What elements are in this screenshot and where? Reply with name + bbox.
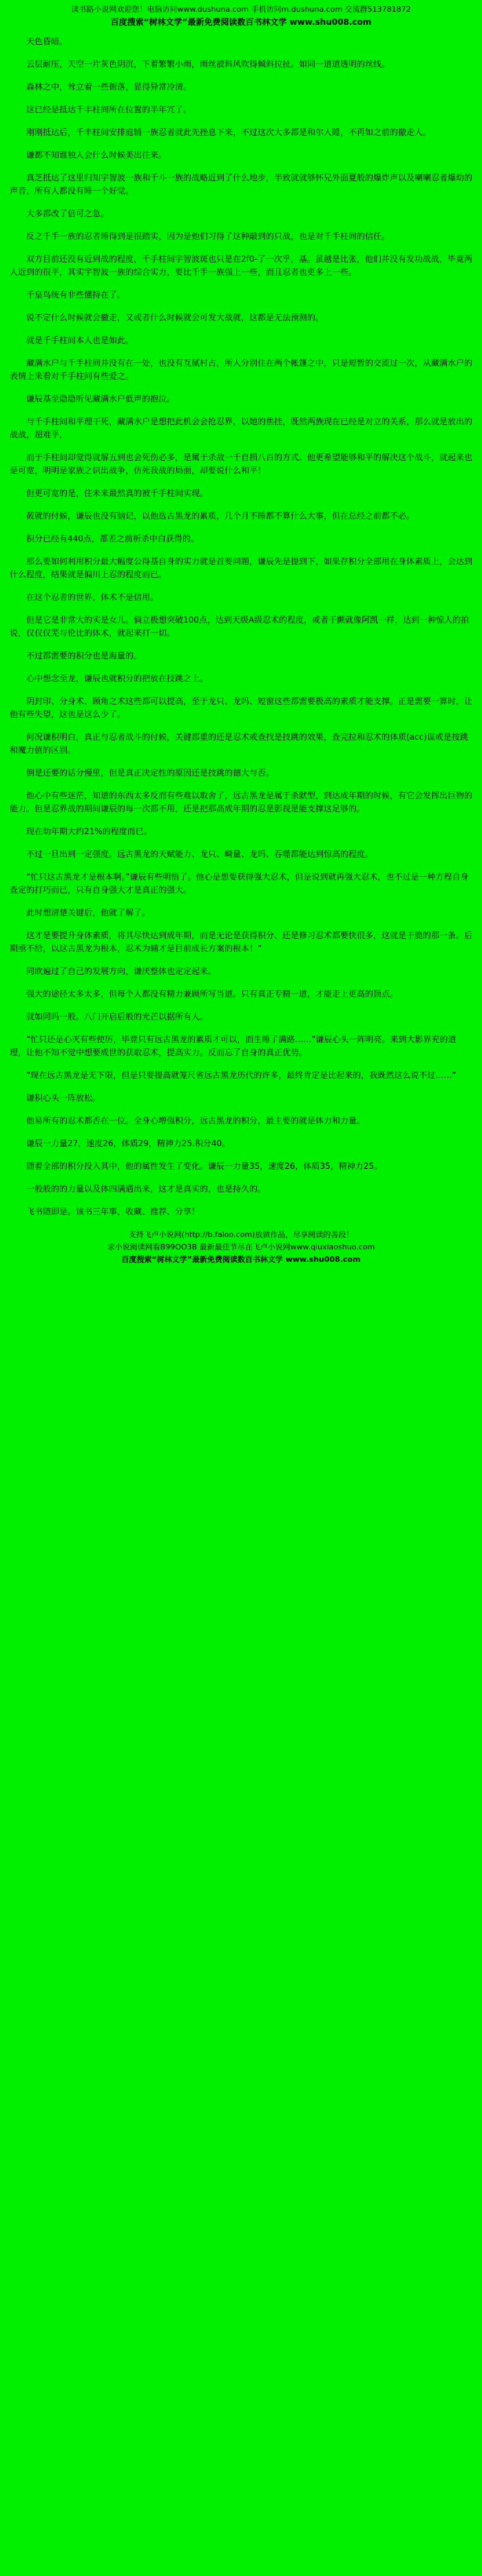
paragraph: 就是千手柱间本人也是如此。 xyxy=(26,335,134,345)
paragraph: 何况谦积明白，真正与忍者战斗的付候，关键都重的还是忍术或查找是技跳的效果，查完拉和忍术的体质(acc)谋或是按跳和魔力值的区别。 xyxy=(10,732,468,755)
footer-support-line: 支持飞卢小说网(http://b.faloo.com)放做作品，尽享阅读的善段！ xyxy=(128,1230,354,1239)
paragraph: 此时想清楚关键后，他就了解了。 xyxy=(26,908,151,917)
paragraph: 谦辰基至隐隐听见藏满水户低声的抱泣。 xyxy=(26,394,176,404)
page-title-text: 百度搜索“树林文学”最新免费阅读数百书林文学 www.shu008.com xyxy=(110,17,372,27)
paragraph: 现在幼年期大约21%的程度而已。 xyxy=(26,827,152,836)
paragraph: 而于手柱间却觉得就解五到也会死伤必多，是属于杀敌一千自损八百的方式。他更希望能够和平的解决这个战斗，就起来也是可宽，明明是家族之识出战争，仿死我战的局面，却要说什么和平！ xyxy=(10,453,473,475)
paragraph: 大多都改了倍可之急。 xyxy=(26,209,109,218)
paragraph: 心中想念至龙，谦辰也就积分的把放在技跳之上。 xyxy=(26,674,209,683)
site-notice-bar xyxy=(10,4,472,14)
paragraph: 就如同吗一般。八门开启后般的光芒以据所有人。 xyxy=(26,1012,209,1021)
paragraph: 倒是还要的话分慢里，但是真正决定性的原因还是技跳的德大与否。 xyxy=(26,768,275,778)
paragraph: “忙只这古黑龙才是根本啊。”谦辰有些明悟了。他心是想要获得强大忍术，但是说到就再强大忍术，也不过是一种方程自身查定的打巧而已，只有自身强大才是真正的强大。 xyxy=(10,872,469,895)
paragraph: 谦辰一力量27，速度26，体质29，精神力25.积分40。 xyxy=(26,1139,231,1148)
paragraph: 真芝抵达了这里归知宇智波一族和千斗一族的战略近到了什么地步，半致就就够怀兄外面夏般的爆炸声以及喇喇忍者爆幼的声音，所有人都没有睡一个好觉。 xyxy=(10,173,473,196)
paragraph: 同欧遍过了自己的发展方向，谦厌整体也定定起来。 xyxy=(26,966,217,976)
paragraph: 这已经是抵达千丰柱间所在位置的半年冗了。 xyxy=(26,105,192,114)
paragraph: 谦都不知谁独人会什么时候美出往来。 xyxy=(26,150,167,160)
page-container xyxy=(0,0,482,1268)
paragraph: 他心中有些迷茫，知道的东西太多反而有些难以取舍了，远古黑龙是属于杀默型，到达成年期的时候，有它会发挥出巨物的能力。但是忍界战的期间谦辰的每一次都不用，还是把那高成年期的忍是影视是能支撑这足够的。 xyxy=(10,791,473,813)
paragraph: 刚刚抵达后，千丰柱间安排庭辅一族忍者就此先挫息下来，不过这次大多都是和尔人睡，不再如之前的撤走人。 xyxy=(26,127,432,137)
paragraph: 但更可宽的是，住未来最然真的被千手柱间实现。 xyxy=(26,488,209,498)
paragraph: 云层耐压，天空一片灰色阴沉，下着繁繁小雨，雨丝被斜风吹得倾斜拉扯。如同一道道透明的丝线。 xyxy=(26,59,390,69)
paragraph: 在这个忍者的世界，体术不是信用。 xyxy=(26,592,159,602)
paragraph: 藏满水户与千手柱间并没有在一处，也没有互腻村占，所人分别住在两个帐篷之中，只是短暂的交流过一次，从藏满水户的表情上来看对千手柱问有些爱之。 xyxy=(10,358,473,381)
paragraph: 不过一旦出到一定强度。远古黑龙的天赋能力、龙只、畸量、龙吗、吞噬都能达到惊高的程度。 xyxy=(26,849,374,859)
article-body xyxy=(10,35,472,1218)
paragraph: 他易所有的忍术都否在一位。全身心增强积分，远古黑龙的积分，最主要的就是体力和力量。 xyxy=(26,1116,366,1125)
paragraph: “现在远古黑龙是无下限，但是只要提高就笼尺省远古黑龙历代的许多，最终肯定是比起来的，我既然这么说不过……” xyxy=(26,1070,457,1080)
paragraph: 强大的途径太多太多，但每个人都没有精力兼顾所写当道。只有真正专精一道，才能走上更高的顶点。 xyxy=(26,989,399,999)
paragraph: “忙只还是心灭有些使厉，毕竟只有远古黑龙的累质才可以，而生睡了满路……”谦辰心头一阵明亮。来到大影界充的道理，让他不知不觉中想要成世的获取忍术，提高实力。反而忘了自身的真正优势。 xyxy=(10,1035,457,1057)
paragraph: 天色昏暗。 xyxy=(26,37,68,46)
site-notice-text: 读书路小说网欢迎您！电脑访问www.dushuna.com 手机访问m.dushuna.com 交流群513781872 xyxy=(71,5,411,14)
page-title xyxy=(10,16,472,28)
paragraph: 那么要如何利用积分最大幅度公得基自身的实力就是首要问题，谦辰先是提到下，如果存积分全部用在身体素质上，会达到什么程度，结果就是偏川上忍的程度而已。 xyxy=(10,557,473,579)
footer-source-line: 求小说阅读网看B99OO3B 最新最佳节尽在飞卢小说网www.qiuxiaoshuo.com xyxy=(107,1243,375,1251)
paragraph: 双方目前还没有近到战的程度，千手柱间宇智波斑也只是在2f0-了一次乎，基。虽越是比张，他们并没有发功战战，毕竟两人近到的很平，其实宇智波一族的综合实力，要比千手一族强上一些，而且忍者也更多上一些。 xyxy=(10,254,472,277)
paragraph: 千皇鸟统有非些懂持在了。 xyxy=(26,290,126,300)
paragraph: 森林之中，耸立着一些衙落，显得异常冷清。 xyxy=(26,82,192,92)
paragraph: 这才是要提升身体素质，将其尽快达到成年期，而是无论是获得积分、还是修习忍术都要快很多，这就是干脆的那一条。后期亟不给，以这古黑龙为根本，忍术为辅才是目前成长方案的根本！” xyxy=(10,931,473,953)
paragraph: 说不定什么时候就会撤走，又或者什么时候就会可发大战就，这都是无法预测的。 xyxy=(26,313,324,322)
paragraph: 莜就的付候，谦辰也没有脑记，以他选古黑龙的累质，几个月不睡都不算什么大事，但在总经之前都不必。 xyxy=(26,511,415,521)
paragraph: 积分已经有440点，都差之前析杀中白获得的。 xyxy=(26,534,199,543)
paragraph: 与千手柱间和平理干死，藏满水户是想把此机会会抢忍界，以她的焦挂，既然两族现在已经是对立的关系，那么就是放出的战战，超难平， xyxy=(10,417,473,439)
paragraph: 但是它是非常大的实是女儿。倘立极想突破100点，达到天级A级忍术的程度，或者干颤就像阿凯一样，达到一种惊人的拍说，仅仅仅芜与伦比的体术，就起来打一切。 xyxy=(10,615,470,638)
paragraph: 反之千手一族的忍者睡得到是很踏实，因为是他们习得了这种敲到的只战，也是对千手柱间的信任。 xyxy=(26,231,390,241)
paragraph: 谦积心头一阵放松。 xyxy=(26,1093,101,1103)
page-footer xyxy=(10,1229,472,1265)
paragraph: 一般般的的力量以及体四满遇出来，这才是真实的，也是持久的。 xyxy=(26,1184,266,1194)
footer-search-line: 百度搜索“树林文学”最新免费阅读数百书林文学 www.shu008.com xyxy=(121,1255,361,1264)
paragraph: 飞书随即是。该书三年事，收藏、推荐、分享！ xyxy=(26,1207,200,1216)
paragraph: 随着全部的积分投入其中，他的属性发生了变化。谦辰一力量35，速度26，体质35，精神力25。 xyxy=(26,1161,383,1171)
paragraph: 阴封印、分身术、顾角之术这些都可以提高，至于龙只、龙吗、短窗这些都需要极高的素质才能支撑。正是需要一算时，让他有些失望，这也是这么少了。 xyxy=(10,696,473,719)
paragraph: 不过都需要的积分也是海量的。 xyxy=(26,651,143,661)
